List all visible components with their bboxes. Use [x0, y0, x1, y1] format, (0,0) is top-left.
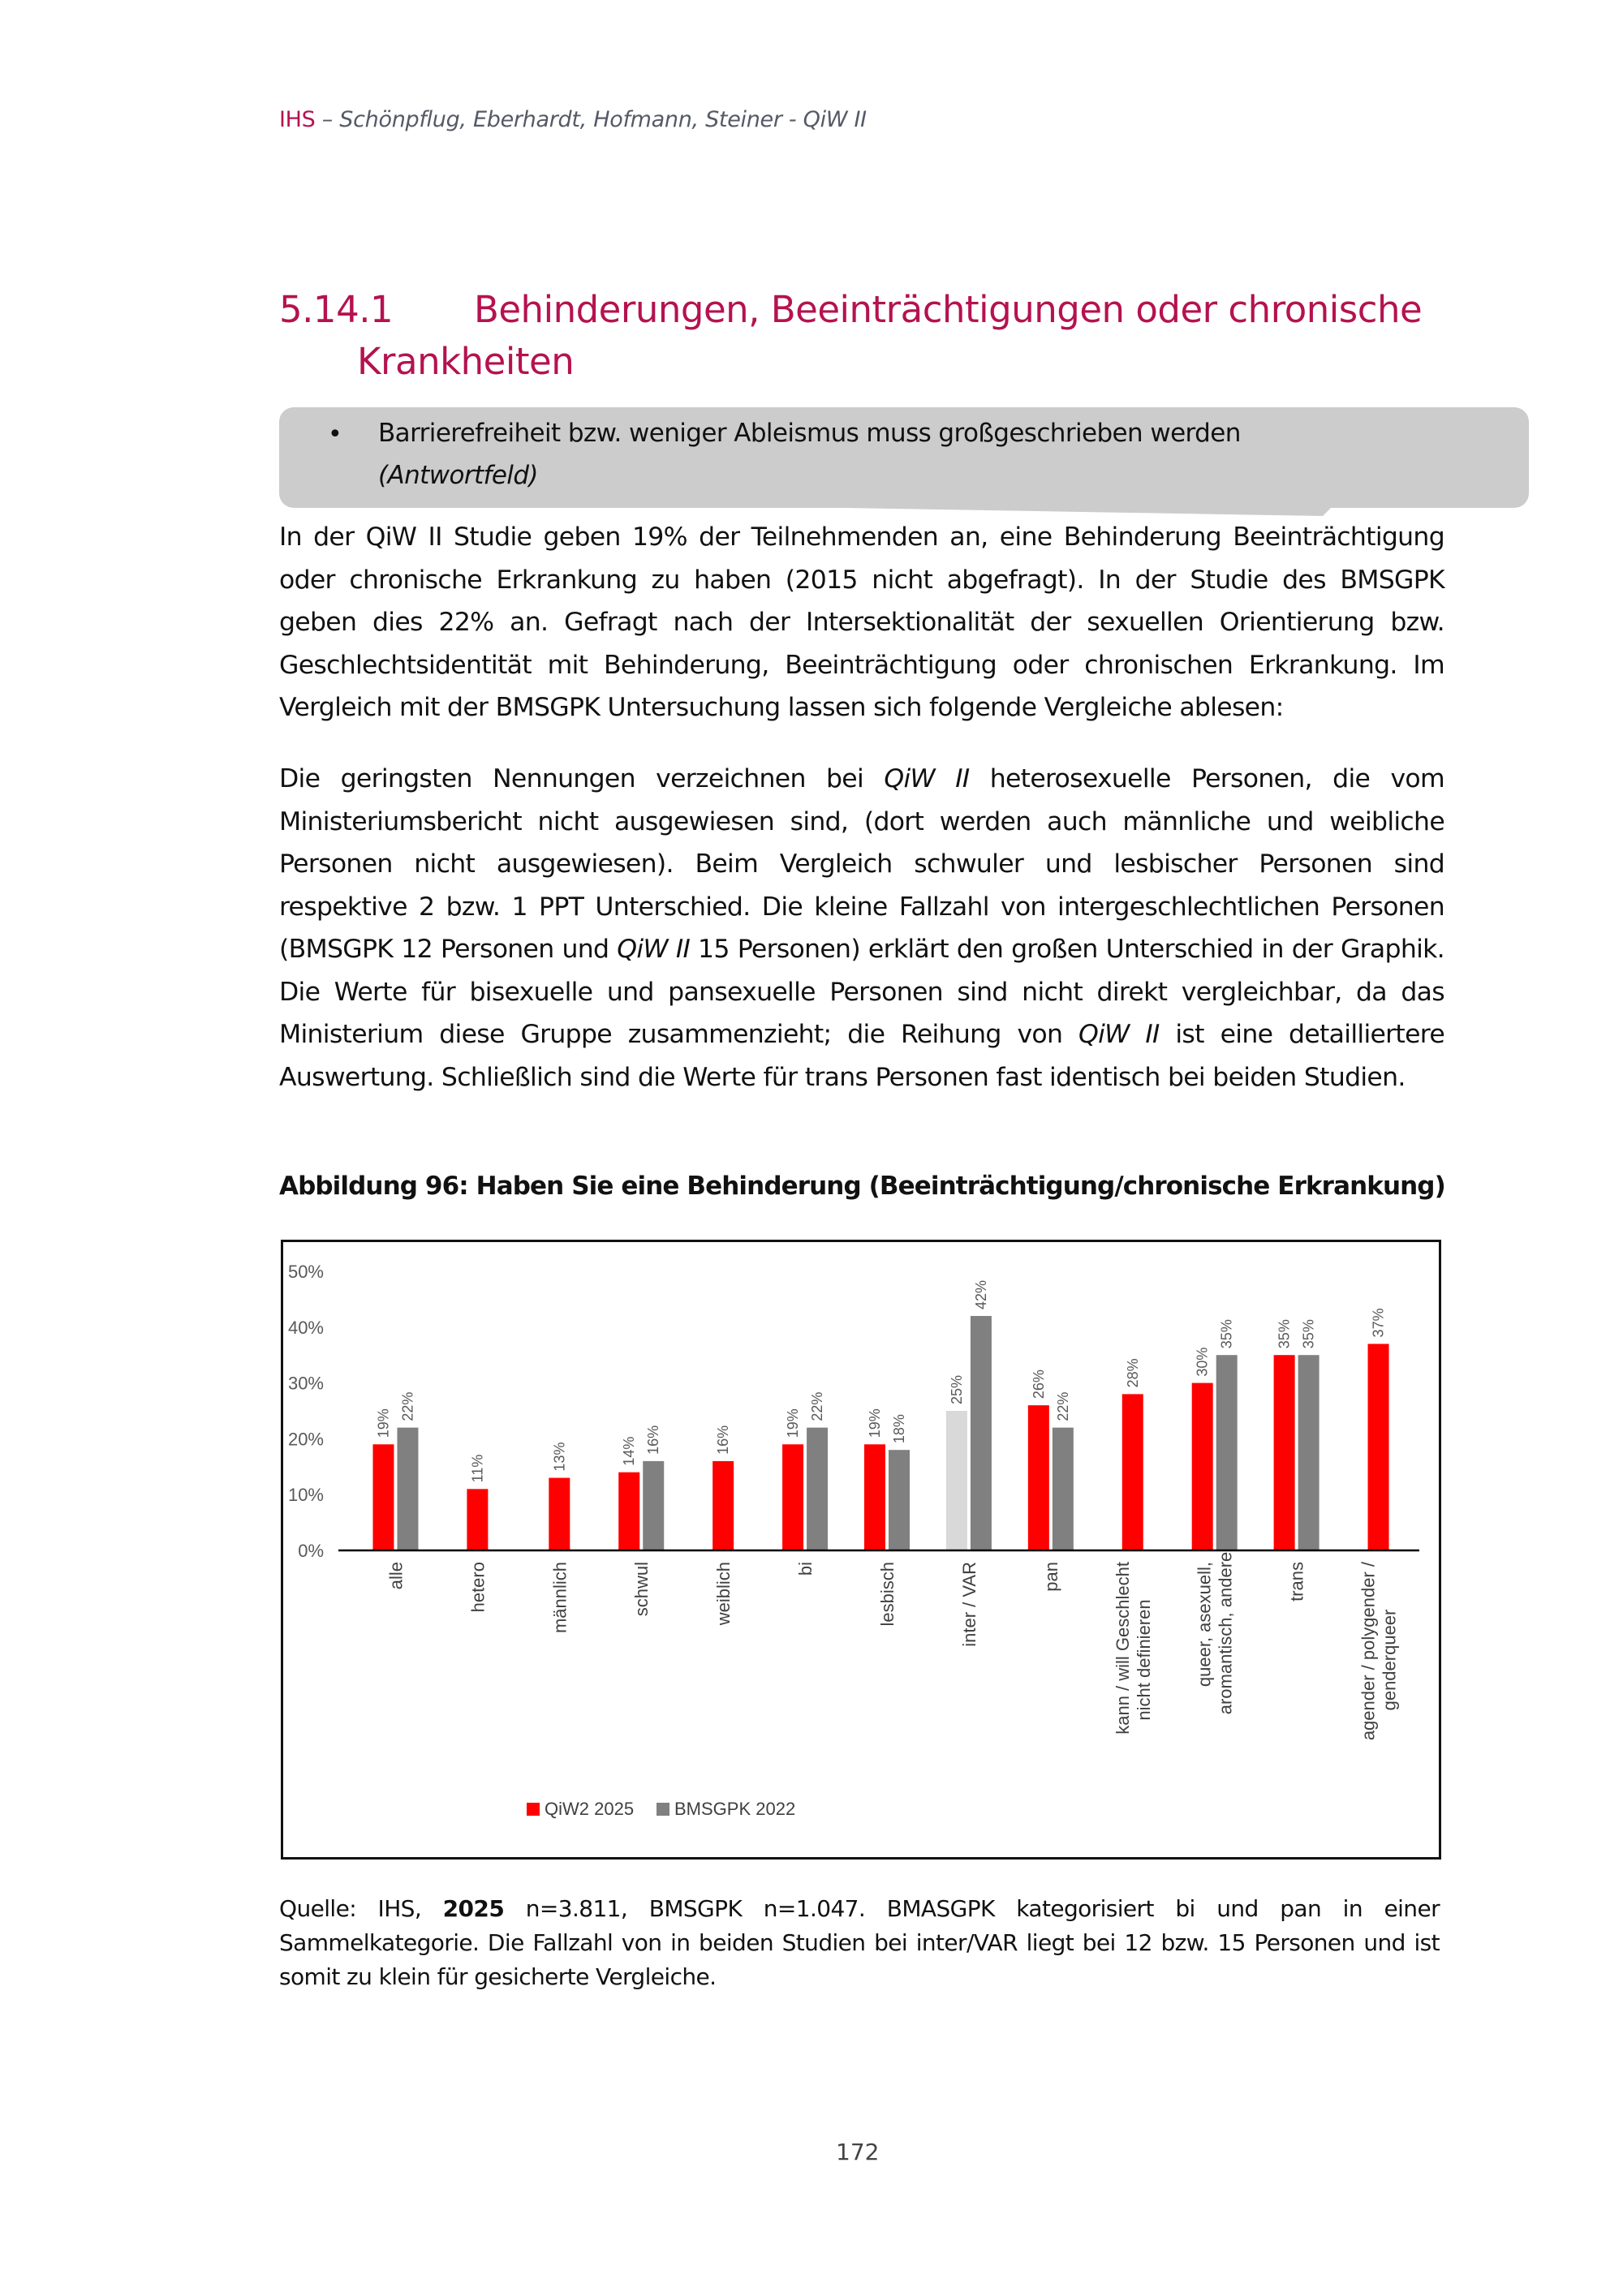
callout-tail-shape — [844, 508, 1331, 516]
data-label: 30% — [1194, 1347, 1211, 1377]
header-brand: IHS — [279, 107, 316, 132]
source-year: 2025 — [442, 1895, 505, 1922]
data-label: 19% — [867, 1408, 883, 1438]
body-paragraph-2 — [279, 758, 1444, 1099]
bar-qiw — [618, 1473, 639, 1550]
section-heading — [279, 284, 1480, 388]
section-title-line2: Krankheiten — [357, 340, 575, 383]
data-label: 35% — [1218, 1319, 1235, 1349]
data-label: 14% — [621, 1436, 638, 1466]
legend-swatch-qiw — [527, 1803, 540, 1816]
bar-qiw — [549, 1478, 570, 1550]
p2-text-b: heterosexuelle Personen, die vom Ministeriumsbericht nicht ausgewiesen sind, (dort werden auch männliche und weibliche Personen nicht ausgewiesen). Beim Vergleich schwuler und lesbischer Personen sind respektive 2 bzw. 1 PPT Unterschied. Die kleine Fallzahl von intergeschlechtlichen Personen (BMSGPK 12 Personen und — [279, 764, 1444, 964]
x-category-label: queer, asexuell, — [1194, 1562, 1215, 1688]
bar-qiw — [372, 1444, 394, 1550]
x-category-label: inter / VAR — [958, 1562, 979, 1647]
data-label: 11% — [469, 1454, 486, 1483]
x-category-label: pan — [1040, 1562, 1061, 1592]
data-label: 18% — [891, 1414, 907, 1444]
x-category-label: weiblich — [713, 1562, 734, 1626]
p2-emphasis-2: QiW II — [617, 935, 691, 964]
p2-text-a: Die geringsten Nennungen verzeichnen bei — [279, 764, 885, 793]
x-category-label: männlich — [549, 1562, 570, 1634]
y-tick-label: 50% — [287, 1262, 324, 1282]
data-label: 22% — [1054, 1391, 1071, 1421]
data-label: 22% — [399, 1391, 416, 1421]
x-category-label: agender / polygender / — [1358, 1562, 1379, 1741]
source-rest: n=3.811, BMSGPK n=1.047. BMASGPK kategorisiert bi und pan in einer Sammelkategorie. Die Fallzahl von in beiden Studien bei inter/VAR liegt bei 12 bzw. 15 Personen und ist somit zu klein für gesicherte Vergleiche. — [279, 1895, 1440, 1990]
data-label: 19% — [375, 1408, 392, 1438]
bar-qiw — [1028, 1405, 1049, 1550]
data-label: 19% — [785, 1408, 802, 1438]
y-tick-label: 30% — [287, 1373, 324, 1394]
data-label: 22% — [809, 1391, 826, 1421]
y-tick-label: 10% — [287, 1485, 324, 1506]
callout-quote: Barrierefreiheit bzw. weniger Ableismus muss großgeschrieben werden — [378, 419, 1241, 448]
x-category-label: nicht definieren — [1133, 1599, 1154, 1721]
bar-qiw — [467, 1489, 488, 1550]
callout-source: (Antwortfeld) — [378, 461, 538, 490]
bar-qiw — [864, 1444, 885, 1550]
x-category-label: lesbisch — [877, 1562, 898, 1627]
x-category-label: genderqueer — [1379, 1609, 1400, 1711]
p2-text-d: ist eine detailliertere Auswertung. Schließlich sind die Werte für trans Personen fast identisch bei beiden Studien. — [279, 1020, 1444, 1092]
data-label: 35% — [1300, 1319, 1317, 1349]
bar-qiw — [1192, 1383, 1213, 1550]
x-category-label: bi — [795, 1562, 816, 1576]
bar-qiw — [712, 1461, 734, 1550]
body-paragraph-1: In der QiW II Studie geben 19% der Teilnehmenden an, eine Behinderung Beeinträchtigung oder chronische Erkrankung zu haben (2015 nicht abgefragt). In der Studie des BMSGPK geben dies 22% an. Gefragt nach der Intersektionalität der sexuellen Orientierung bzw. Geschlechtsidentität mit Behinderung, Beeinträchtigung oder chronischen Erkrankung. Im Vergleich mit der BMSGPK Untersuchung lassen sich folgende Vergleiche ablesen: — [279, 522, 1444, 722]
bar-qiw — [782, 1444, 803, 1550]
data-label: 35% — [1276, 1319, 1293, 1349]
data-label: 37% — [1370, 1308, 1387, 1338]
chart-frame — [281, 1240, 1441, 1860]
bar-bmsgpk — [971, 1316, 992, 1550]
data-label: 28% — [1124, 1358, 1141, 1388]
data-label: 42% — [972, 1280, 989, 1310]
legend-swatch-bmsgpk — [657, 1803, 669, 1816]
bar-bmsgpk — [1216, 1355, 1238, 1550]
p2-text-c: 15 Personen) erklärt den großen Unterschied in der Graphik. Die Werte für bisexuelle und pansexuelle Personen sind nicht direkt vergleichbar, da das Ministerium diese Gruppe zusammenzieht; die Reihung von — [279, 935, 1444, 1049]
bullet-icon: • — [328, 420, 342, 449]
bar-qiw — [1368, 1344, 1389, 1550]
x-category-label: alle — [385, 1562, 407, 1590]
bar-qiw — [946, 1411, 967, 1550]
x-category-label: aromantisch, andere — [1215, 1551, 1236, 1715]
p2-emphasis-3: QiW II — [1078, 1020, 1160, 1049]
data-label: 26% — [1030, 1369, 1047, 1400]
bar-bmsgpk — [1053, 1428, 1074, 1550]
bar-chart — [283, 1242, 1439, 1857]
section-title-line1: Behinderungen, Beeinträchtigungen oder chronische — [474, 288, 1423, 331]
data-label: 16% — [645, 1425, 662, 1455]
bar-bmsgpk — [807, 1428, 828, 1550]
figure-caption: Abbildung 96: Haben Sie eine Behinderung (Beeinträchtigung/chronische Erkrankung) — [279, 1172, 1445, 1201]
x-category-label: trans — [1286, 1562, 1307, 1602]
bar-bmsgpk — [1298, 1355, 1319, 1550]
legend-label: QiW2 2025 — [545, 1799, 635, 1819]
x-category-label: kann / will Geschlecht — [1112, 1562, 1133, 1735]
y-tick-label: 40% — [287, 1317, 324, 1338]
y-tick-label: 20% — [287, 1429, 324, 1450]
bar-bmsgpk — [889, 1450, 910, 1550]
legend-label: BMSGPK 2022 — [674, 1799, 796, 1819]
page-number: 172 — [836, 2139, 880, 2165]
x-category-label: schwul — [631, 1562, 652, 1617]
running-header — [279, 107, 867, 132]
bar-bmsgpk — [643, 1461, 664, 1550]
header-authors: – Schönpflug, Eberhardt, Hofmann, Steiner - QiW II — [315, 107, 867, 132]
p2-emphasis-1: QiW II — [884, 764, 970, 793]
quote-callout — [279, 407, 1529, 508]
source-note — [279, 1892, 1440, 1994]
data-label: 13% — [551, 1442, 568, 1472]
source-prefix: Quelle: IHS, — [279, 1895, 443, 1922]
bar-qiw — [1274, 1355, 1295, 1550]
bar-bmsgpk — [397, 1428, 418, 1550]
section-number: 5.14.1 — [279, 288, 394, 331]
bar-qiw — [1122, 1394, 1143, 1550]
x-category-label: hetero — [467, 1562, 489, 1613]
data-label: 16% — [715, 1425, 732, 1455]
y-tick-label: 0% — [298, 1541, 324, 1561]
data-label: 25% — [948, 1374, 965, 1404]
